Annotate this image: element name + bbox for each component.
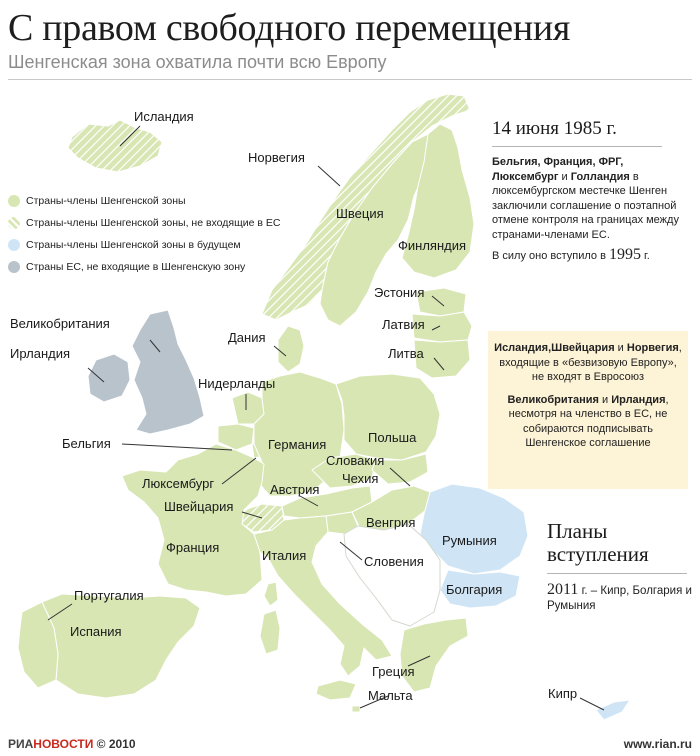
note-divider xyxy=(492,146,662,147)
box-p1-bold-a: Исландия,Швейцария xyxy=(494,342,615,354)
plans-year: 2011 xyxy=(547,581,579,598)
box-p2-bold-a: Великобритания xyxy=(507,393,599,406)
label-bulgaria: Болгария xyxy=(446,582,503,597)
map-legend xyxy=(8,190,280,278)
footer xyxy=(0,734,700,756)
legend-swatch-future xyxy=(8,239,20,251)
legend-item-member-non-eu xyxy=(8,212,280,234)
label-norway: Норвегия xyxy=(248,150,305,165)
legend-item-eu-non-member xyxy=(8,256,280,278)
label-slovenia: Словения xyxy=(364,554,424,569)
label-luxembourg: Люксембург xyxy=(142,476,215,491)
brand-logo xyxy=(8,737,136,751)
box-paragraph-1 xyxy=(488,331,688,385)
legend-label-future: Страны-члены Шенгенской зоны в будущем xyxy=(26,239,241,251)
label-cyprus: Кипр xyxy=(548,686,578,701)
label-estonia: Эстония xyxy=(374,285,425,300)
label-slovakia: Словакия xyxy=(326,453,385,468)
box-paragraph-2 xyxy=(488,385,688,451)
plans-title: Планы вступления xyxy=(547,519,649,566)
note-text xyxy=(492,155,688,242)
legend-item-future xyxy=(8,234,280,256)
label-ireland: Ирландия xyxy=(10,346,71,361)
country-poland xyxy=(336,374,440,460)
label-malta: Мальта xyxy=(368,688,413,703)
legend-label-eu-non-member: Страны ЕС, не входящие в Шенгенскую зону xyxy=(26,261,246,273)
note-entry-prefix: В силу оно вступило в xyxy=(492,250,609,262)
label-spain: Испания xyxy=(70,624,122,639)
label-latvia: Латвия xyxy=(382,317,425,332)
legend-label-member: Страны-члены Шенгенской зоны xyxy=(26,195,186,207)
label-austria: Австрия xyxy=(270,482,320,497)
box-p1-and: и xyxy=(614,342,627,354)
plans-text xyxy=(547,582,692,614)
label-portugal: Португалия xyxy=(74,588,144,603)
legend-swatch-eu-non-member xyxy=(8,261,20,273)
label-italy: Италия xyxy=(262,548,307,563)
label-czech: Чехия xyxy=(342,471,379,486)
note-entry-suffix: г. xyxy=(640,250,650,262)
box-p2-and: и xyxy=(598,393,612,406)
label-france: Франция xyxy=(166,540,220,555)
brand-novosti: НОВОСТИ xyxy=(33,737,94,751)
note-countries-a: Бельгия, Франция, ФРГ, Люксембург xyxy=(492,156,624,183)
legend-swatch-member-non-eu xyxy=(8,217,20,229)
note-countries-b: Голландия xyxy=(570,170,630,183)
copyright: © 2010 xyxy=(93,737,136,751)
box-p1-rest: , входящие в «безвизовую Европу», не входят в Евросоюз xyxy=(499,342,682,383)
non-eu-info-box xyxy=(488,331,688,489)
label-denmark: Дания xyxy=(228,330,266,345)
history-note xyxy=(492,118,688,264)
label-sweden: Швеция xyxy=(336,206,384,221)
note-entry-year: 1995 xyxy=(608,246,641,263)
country-malta xyxy=(352,706,360,712)
legend-swatch-member xyxy=(8,195,20,207)
site-link[interactable]: www.rian.ru xyxy=(623,737,692,751)
box-p1-bold-b: Норвегия xyxy=(626,342,679,354)
label-greece: Греция xyxy=(372,664,415,679)
label-finland: Финляндия xyxy=(398,238,467,253)
legend-label-member-non-eu: Страны-члены Шенгенской зоны, не входящие в ЕС xyxy=(26,217,281,229)
label-germany: Германия xyxy=(268,437,327,452)
label-uk: Великобритания xyxy=(10,316,110,331)
label-hungary: Венгрия xyxy=(366,515,416,530)
note-body: в люксембургском местечке Шенген заключили соглашение о поэтапной отмене контроля на границах между странами-членами ЕС. xyxy=(492,170,679,241)
label-netherlands: Нидерланды xyxy=(198,376,276,391)
label-romania: Румыния xyxy=(442,533,497,548)
label-belgium: Бельгия xyxy=(62,436,111,451)
box-p2-bold-b: Ирландия xyxy=(611,393,666,406)
legend-item-member xyxy=(8,190,280,212)
label-lithuania: Литва xyxy=(388,346,424,361)
note-and: и xyxy=(558,170,571,183)
note-date: 14 июня 1985 г. xyxy=(492,118,617,139)
label-switzerland: Швейцария xyxy=(164,499,234,514)
note-entry xyxy=(492,248,688,264)
box-p2-rest: , несмотря на членство в ЕС, не собираются подписывать Шенгенское соглашение xyxy=(508,393,669,449)
plans-divider xyxy=(547,573,687,574)
brand-ria: РИА xyxy=(8,737,34,751)
page-subtitle: Шенгенская зона охватила почти всю Европу xyxy=(8,52,387,72)
accession-plans xyxy=(547,520,692,614)
page-title: С правом свободного перемещения xyxy=(8,7,571,49)
label-iceland: Исландия xyxy=(134,109,194,124)
plans-detail: г. – Кипр, Болгария и Румыния xyxy=(547,585,692,612)
label-poland: Польша xyxy=(368,430,417,445)
